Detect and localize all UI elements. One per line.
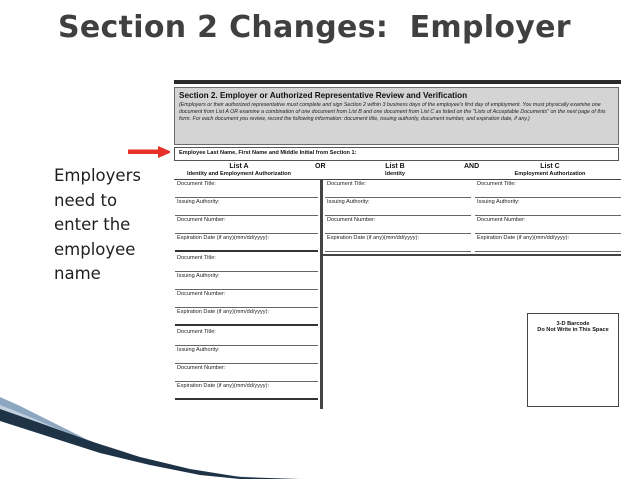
list-a-title: List A bbox=[229, 163, 249, 170]
decorative-swoosh bbox=[0, 395, 300, 479]
list-a-document-number: Document Number: bbox=[175, 216, 318, 234]
list-b-expiration-date: Expiration Date (if any)(mm/dd/yyyy): bbox=[325, 234, 471, 252]
slide-title: Section 2 Changes: Employer bbox=[58, 10, 571, 45]
i9-section2-form-image bbox=[170, 80, 624, 410]
barcode-note: Do Not Write in This Space bbox=[537, 327, 609, 333]
barcode-title: 3-D Barcode bbox=[556, 321, 590, 327]
side-note-line: name bbox=[54, 264, 101, 283]
section2-header bbox=[174, 87, 619, 145]
and-label: AND bbox=[464, 163, 480, 170]
side-note-line: Employers bbox=[54, 166, 141, 185]
red-arrow-icon bbox=[128, 146, 172, 158]
list-b-document-title: Document Title: bbox=[325, 180, 471, 198]
side-note bbox=[54, 164, 154, 287]
list-a-expiration-date: Expiration Date (if any)(mm/dd/yyyy): bbox=[175, 308, 318, 326]
list-c-title: List C bbox=[540, 163, 560, 170]
list-a-document-title: Document Title: bbox=[175, 254, 318, 272]
list-a-issuing-authority: Issuing Authority: bbox=[175, 198, 318, 216]
list-c-issuing-authority: Issuing Authority: bbox=[475, 198, 621, 216]
section2-instructions: (Employers or their authorized representative must complete and sign Section 2 within 3 business days of the employee's first day of employment. You must physically examine one document from List A OR examine a combination of one document from List B and one document from List C as listed on the "Lists of Acceptable Documents" on the next page of this form. For each document you review, record the following information: document title, issuing authority, document number, and expiration date, if any.) bbox=[179, 102, 606, 123]
list-c-document-number: Document Number: bbox=[475, 216, 621, 234]
list-c-document-title: Document Title: bbox=[475, 180, 621, 198]
list-a-issuing-authority: Issuing Authority: bbox=[175, 272, 318, 290]
employee-name-label: Employee Last Name, First Name and Middle Initial from Section 1: bbox=[174, 147, 619, 161]
side-note-line: employee bbox=[54, 239, 136, 259]
list-b-document-number: Document Number: bbox=[325, 216, 471, 234]
barcode-box bbox=[527, 313, 619, 407]
list-bc-bottom-rule bbox=[323, 254, 621, 256]
list-b-issuing-authority: Issuing Authority: bbox=[325, 198, 471, 216]
section2-title: Section 2. Employer or Authorized Representative Review and Verification bbox=[179, 91, 468, 100]
list-a-document-title: Document Title: bbox=[175, 328, 318, 346]
side-note-line: enter the bbox=[54, 215, 131, 234]
list-a-expiration-date: Expiration Date (if any)(mm/dd/yyyy): bbox=[175, 234, 318, 252]
list-a-subtitle: Identity and Employment Authorization bbox=[187, 171, 291, 177]
list-a-document-number: Document Number: bbox=[175, 290, 318, 308]
form-top-rule bbox=[174, 80, 621, 84]
list-a-issuing-authority: Issuing Authority: bbox=[175, 346, 318, 364]
list-c-subtitle: Employment Authorization bbox=[514, 171, 586, 177]
list-a-document-number: Document Number: bbox=[175, 364, 318, 382]
list-a-expiration-date: Expiration Date (if any)(mm/dd/yyyy): bbox=[175, 382, 318, 400]
list-c-expiration-date: Expiration Date (if any)(mm/dd/yyyy): bbox=[475, 234, 621, 252]
or-label: OR bbox=[315, 163, 326, 170]
list-b-title: List B bbox=[385, 163, 405, 170]
list-b-subtitle: Identity bbox=[385, 171, 405, 177]
column-divider bbox=[320, 179, 323, 409]
side-note-line: need to bbox=[54, 190, 118, 210]
list-a-document-title: Document Title: bbox=[175, 180, 318, 198]
